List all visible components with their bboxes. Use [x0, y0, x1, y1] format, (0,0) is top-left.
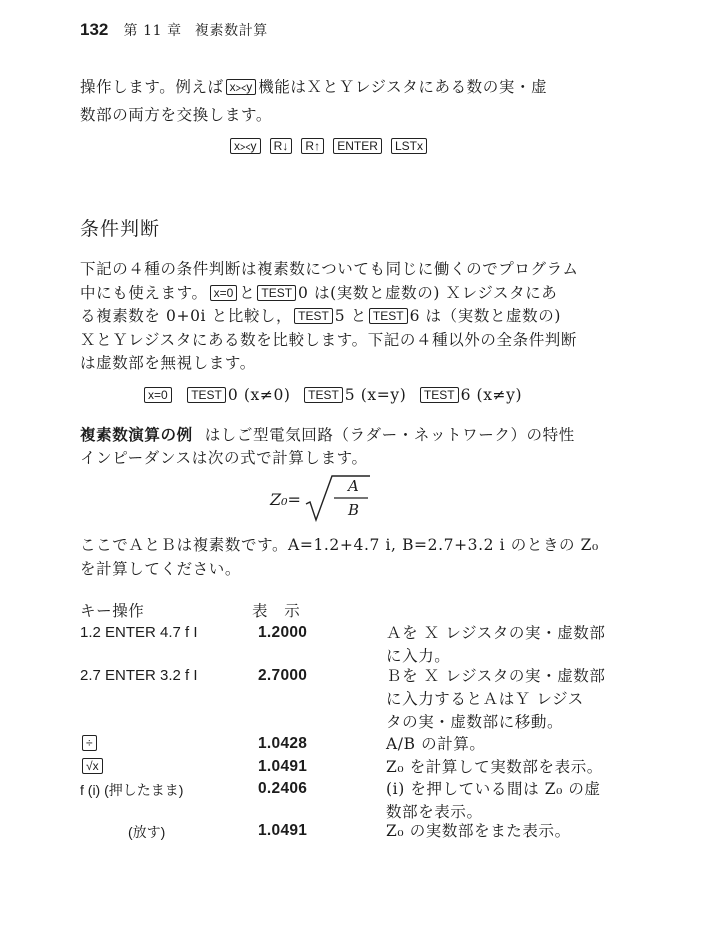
condition-item [302, 386, 406, 404]
para-line-5: は虚数部を無視します。 [80, 354, 256, 372]
test-key: TEST [420, 387, 459, 403]
xy-swap-key: x⪥y [226, 79, 257, 95]
table-row-desc-line: に入力。 [386, 647, 451, 665]
table-row-display: 1.0491 [258, 758, 308, 775]
row-keys-text: f (i) (押したまま) [80, 782, 184, 798]
row-keys-text: 1.2 ENTER 4.7 f I [80, 624, 198, 641]
lastx-key: LSTx [391, 138, 427, 154]
table-row-display: 2.7000 [258, 667, 308, 684]
para-l3-c: 6 は（実数と虚数の) [409, 307, 561, 325]
table-header-display: 表 示 [252, 602, 301, 620]
formula-numerator: A [348, 477, 359, 495]
table-row-desc-line: タの実・虚数部に移動。 [386, 713, 564, 731]
table-row-display: 1.0491 [258, 822, 308, 839]
intro-line-2: 数部の両方を交換します。 [80, 106, 272, 124]
test-key: TEST [304, 387, 343, 403]
sqrt-key: √x [82, 758, 103, 774]
example-line-2: インピーダンスは次の式で計算します。 [80, 449, 368, 467]
condition-suffix: 5 (x=y) [344, 386, 407, 404]
test-key: TEST [187, 387, 226, 403]
x-eq-0-key: x=0 [210, 285, 238, 301]
roll-up-key: R↑ [301, 138, 324, 154]
roll-down-key: R↓ [270, 138, 293, 154]
enter-key: ENTER [333, 138, 382, 154]
para-l3-b: 5 と [334, 307, 367, 325]
table-row-keys [80, 758, 105, 775]
test-key: TEST [257, 285, 296, 301]
condition-item [142, 386, 174, 404]
test-key: TEST [294, 308, 333, 324]
compute-line-2: を計算してください。 [80, 560, 242, 578]
table-row-desc-line: に入力するとＡはＹ レジス [386, 690, 584, 708]
para-line-2 [80, 282, 557, 304]
section-title: 条件判断 [80, 218, 161, 240]
table-row-desc-line: (i) を押している間は Z₀ の虚 [386, 780, 601, 798]
table-row-keys [80, 735, 99, 752]
table-header-keys: キー操作 [80, 602, 145, 620]
test-key: TEST [369, 308, 408, 324]
para-line-1: 下記の４種の条件判断は複素数についても同じに働くのでプログラム [80, 260, 579, 278]
para-line-4: ＸとＹレジスタにある数を比較します。下記の４種以外の全条件判断 [80, 331, 578, 349]
formula [270, 474, 380, 522]
table-row-desc-line: Z₀ を計算して実数部を表示。 [386, 758, 603, 776]
x-eq-0-key: x=0 [144, 387, 172, 403]
condition-list [142, 384, 522, 406]
key-sequence [228, 136, 429, 155]
intro-line-1 [80, 76, 547, 98]
condition-item [418, 386, 522, 404]
table-row-display: 1.2000 [258, 624, 308, 641]
example-line-1 [80, 424, 575, 446]
table-row-desc-line: Ｂを Ｘ レジスタの実・虚数部 [386, 667, 606, 685]
chapter-title: 複素数計算 [194, 23, 268, 39]
chapter-label: 第 11 章 [123, 23, 182, 39]
table-row-desc-line: Ａを Ｘ レジスタの実・虚数部 [386, 624, 606, 642]
example-title: 複素数演算の例 [80, 425, 193, 444]
page-number: 132 [80, 20, 109, 39]
xy-key: x⪥y [230, 138, 261, 154]
example-text: はしご型電気回路（ラダー・ネットワーク）の特性 [204, 426, 575, 444]
para-l3-a: る複素数を 0+0i と比較し， [80, 307, 293, 325]
row-keys-text: 2.7 ENTER 3.2 f I [80, 667, 198, 684]
intro-text-a: 操作します。例えば [80, 78, 224, 96]
formula-denominator: B [348, 501, 360, 519]
sqrt-sign [304, 474, 374, 522]
divide-key: ÷ [82, 735, 97, 751]
condition-suffix: 0 (x≠0) [227, 386, 291, 404]
table-row-keys [80, 780, 183, 800]
table-row-desc-line: Z₀ の実数部をまた表示。 [386, 822, 571, 840]
formula-lhs: Z₀= [270, 490, 301, 509]
row-keys-text: (放す) [128, 824, 166, 840]
para-l2-b: と [239, 284, 256, 302]
table-row-keys [128, 822, 165, 842]
table-row-display: 1.0428 [258, 735, 308, 752]
table-row-keys [80, 624, 198, 641]
page-header [80, 20, 268, 42]
table-row-display: 0.2406 [258, 780, 308, 797]
condition-suffix: 6 (x≠y) [460, 386, 523, 404]
para-l2-a: 中にも使えます。 [80, 284, 208, 302]
compute-line-1: ここでＡとＢは複素数です。A=1.2+4.7 i, B=2.7+3.2 i のときの Z₀ [80, 536, 599, 554]
table-row-desc-line: 数部を表示。 [386, 803, 483, 821]
intro-text-b: 機能はＸとＹレジスタにある数の実・虚 [258, 78, 548, 96]
para-line-3 [80, 305, 561, 327]
para-l2-c: 0 は(実数と虚数の) Ｘレジスタにあ [298, 284, 558, 302]
table-row-desc-line: A/B の計算。 [386, 735, 486, 753]
table-row-keys [80, 667, 198, 684]
condition-item [185, 386, 290, 404]
